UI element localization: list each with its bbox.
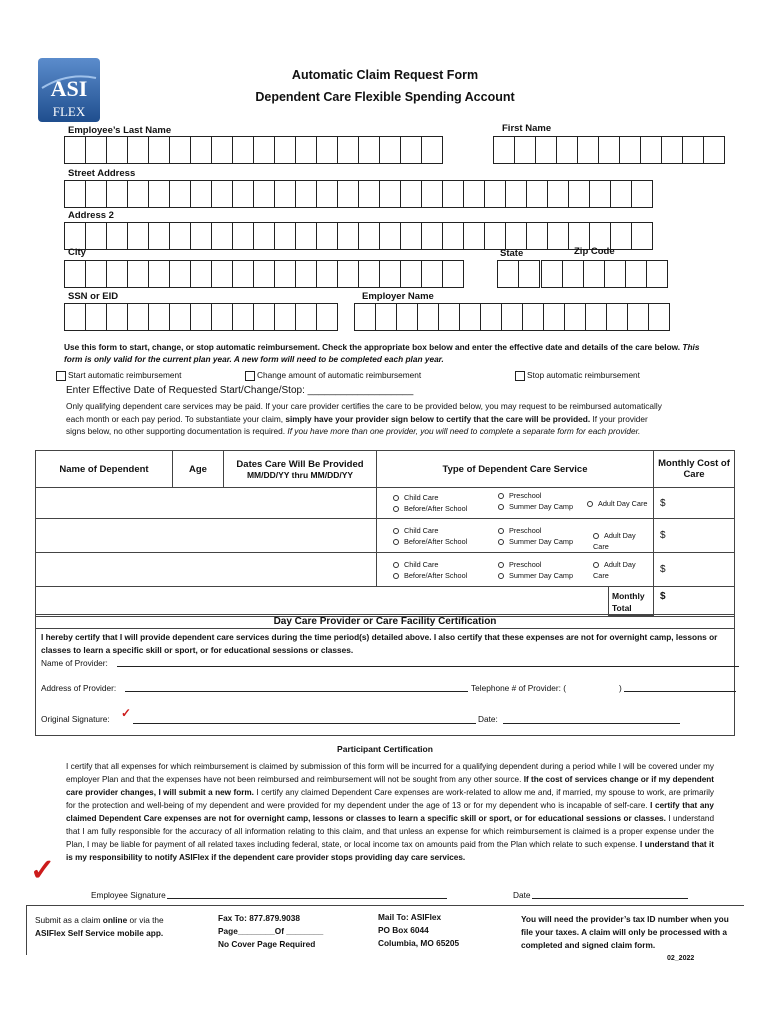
provider-divider [35, 628, 735, 629]
first-name-boxes[interactable] [493, 136, 724, 164]
char-box[interactable] [232, 260, 254, 288]
street-boxes[interactable] [64, 180, 652, 208]
char-box[interactable] [253, 303, 275, 331]
service-cell [377, 553, 654, 587]
footer-left-rule [26, 905, 27, 955]
dependent-cell[interactable] [36, 519, 377, 553]
char-box[interactable] [514, 136, 536, 164]
dependent-cell[interactable] [36, 488, 377, 519]
char-box[interactable] [421, 260, 443, 288]
char-box[interactable] [106, 260, 128, 288]
char-box[interactable] [606, 303, 628, 331]
char-box[interactable] [610, 180, 632, 208]
table-row [36, 519, 735, 553]
radio-icon [498, 504, 504, 510]
char-box[interactable] [295, 222, 317, 250]
char-box[interactable] [64, 180, 86, 208]
provider-phone-close: ) [619, 683, 622, 693]
char-box[interactable] [484, 180, 506, 208]
checkmark-icon: ✓ [121, 706, 132, 720]
char-box[interactable] [253, 222, 275, 250]
char-box[interactable] [232, 303, 254, 331]
provider-phone-label: Telephone # of Provider: ( [471, 683, 567, 693]
char-box[interactable] [589, 180, 611, 208]
radio-icon [393, 495, 399, 501]
char-box[interactable] [295, 180, 317, 208]
provider-date-line[interactable] [503, 723, 680, 724]
char-box[interactable] [583, 260, 605, 288]
char-box[interactable] [64, 260, 86, 288]
char-box[interactable] [232, 136, 254, 164]
option-col1: Child Care Before/After School [393, 525, 467, 547]
char-box[interactable] [400, 222, 422, 250]
stop-option-label: Stop automatic reimbursement [527, 370, 640, 380]
option-col2: Preschool Summer Day Camp [498, 490, 573, 512]
start-option-label: Start automatic reimbursement [68, 370, 182, 380]
th-dates-line2: MM/DD/YY thru MM/DD/YY [246, 469, 354, 480]
employee-date-line[interactable] [532, 898, 688, 899]
char-box[interactable] [316, 222, 338, 250]
char-box[interactable] [211, 136, 233, 164]
char-box[interactable] [211, 260, 233, 288]
char-box[interactable] [400, 180, 422, 208]
char-box[interactable] [640, 136, 662, 164]
char-box[interactable] [337, 136, 359, 164]
char-box[interactable] [295, 303, 317, 331]
provider-name-line[interactable] [117, 666, 739, 667]
char-box[interactable] [316, 136, 338, 164]
change-checkbox[interactable] [245, 371, 255, 381]
char-box[interactable] [127, 260, 149, 288]
char-box[interactable] [379, 260, 401, 288]
char-box[interactable] [522, 303, 544, 331]
char-box[interactable] [598, 136, 620, 164]
char-box[interactable] [631, 180, 653, 208]
char-box[interactable] [232, 180, 254, 208]
provider-signature-label: Original Signature: [41, 714, 110, 724]
char-box[interactable] [106, 303, 128, 331]
qualifying-p2: If your provider signs below, no other supporting documentation is required. [66, 413, 648, 436]
option-col3: Adult Day Care [587, 498, 647, 509]
radio-icon [593, 562, 599, 568]
char-box[interactable] [463, 222, 485, 250]
option-col3: Adult Day Care [593, 560, 636, 580]
char-box[interactable] [190, 222, 212, 250]
char-box[interactable] [274, 180, 296, 208]
qualifying-p1-bold: simply have your provider sign below to certify that the care will be provided. [285, 413, 591, 424]
address2-boxes[interactable] [64, 222, 652, 250]
char-box[interactable] [493, 136, 515, 164]
mail-city: Columbia, MO 65205 [378, 938, 460, 948]
char-box[interactable] [169, 260, 191, 288]
zip-boxes[interactable] [541, 260, 667, 288]
char-box[interactable] [253, 180, 275, 208]
char-box[interactable] [169, 136, 191, 164]
char-box[interactable] [442, 222, 464, 250]
char-box[interactable] [375, 303, 397, 331]
char-box[interactable] [295, 260, 317, 288]
char-box[interactable] [190, 303, 212, 331]
radio-icon [393, 562, 399, 568]
option-col2: Preschool Summer Day Camp [498, 525, 573, 547]
option-col1: Child Care Before/After School [393, 559, 467, 581]
char-box[interactable] [148, 180, 170, 208]
char-box[interactable] [295, 136, 317, 164]
char-box[interactable] [148, 222, 170, 250]
char-box[interactable] [568, 180, 590, 208]
char-box[interactable] [85, 136, 107, 164]
char-box[interactable] [648, 303, 670, 331]
char-box[interactable] [480, 303, 502, 331]
char-box[interactable] [148, 136, 170, 164]
char-box[interactable] [85, 303, 107, 331]
address2-label: Address 2 [68, 210, 114, 221]
char-box[interactable] [421, 180, 443, 208]
char-box[interactable] [148, 260, 170, 288]
radio-icon [587, 501, 593, 507]
effective-date-line[interactable]: Enter Effective Date of Requested Start/Change/Stop: ___________________ [66, 385, 414, 396]
char-box[interactable] [543, 303, 565, 331]
total-cost-cell[interactable]: $ [654, 587, 735, 617]
char-box[interactable] [169, 222, 191, 250]
char-box[interactable] [547, 180, 569, 208]
char-box[interactable] [484, 222, 506, 250]
instructions-italic: This form is only valid for the current plan year. A new form will need to be completed each plan year. [64, 342, 700, 364]
char-box[interactable] [526, 222, 548, 250]
char-box[interactable] [577, 136, 599, 164]
total-label-cell [36, 587, 654, 617]
total-row [36, 587, 735, 617]
char-box[interactable] [211, 222, 233, 250]
participant-text: I certify that all expenses for which reimbursement is claimed by submission of this form will be incurred for a qualifying dependent during a period while I will be covered under my employer Plan and that the expenses have not been reimbursed and reimbursement will not be sought from any other source. If the cost of services change or if my dependent care provider changes, I will submit a new form. I certify any claimed Dependent Care expenses are work-related to allow me and, if married, my spouse to work, are primarily for the protection and well-being of my dependent and were provided for my dependent under the age of 13 or for my dependent who is incapable of self-care. I certify that any claimed Dependent Care expenses are not for overnight camp, lessons or classes to learn a specific skill or sport, or for educational sessions or classes. I understand that I am fully responsible for the accuracy of all information relating to this claim, and that unless an expense for which reimbursement is claimed is a proper expense under the Plan, I may be liable for payment of all related taxes including federal, state, or local income tax on amounts paid from the Plan which relate to such expense. I understand that it is my responsibility to notify ASIFlex if the dependent care provider stops providing day care services. [66, 762, 714, 862]
employee-signature-line[interactable] [167, 898, 447, 899]
char-box[interactable] [442, 180, 464, 208]
start-checkbox[interactable] [56, 371, 66, 381]
start-option[interactable] [56, 370, 181, 381]
state-boxes[interactable] [497, 260, 539, 288]
char-box[interactable] [438, 303, 460, 331]
option-col1: Child Care Before/After School [393, 492, 467, 514]
form-code: 02_2022 [667, 955, 695, 962]
char-box[interactable] [85, 260, 107, 288]
char-box[interactable] [646, 260, 668, 288]
stop-option[interactable] [515, 370, 640, 381]
service-cell [377, 488, 654, 519]
qualifying-p2-italic: If you have more than one provider, you will need to complete a separate form for each provider. [287, 426, 641, 436]
th-type: Type of Dependent Care Service [377, 451, 654, 488]
city-boxes[interactable] [64, 260, 463, 288]
char-box[interactable] [354, 303, 376, 331]
radio-icon [393, 539, 399, 545]
qualifying-p1: Only qualifying dependent care services may be paid. If your care provider certifies the care to be provided below, you may request to be reimbursed automatically each month or each pay period. To substantiate your claim, [66, 401, 662, 424]
checkmark-icon: ✓ [30, 854, 56, 887]
th-age: Age [173, 451, 224, 488]
char-box[interactable] [585, 303, 607, 331]
radio-icon [498, 493, 504, 499]
form-title: Automatic Claim Request Form [291, 68, 479, 82]
cost-cell[interactable]: $ [654, 553, 735, 587]
service-cell [377, 519, 654, 553]
char-box[interactable] [106, 222, 128, 250]
mail-block [378, 911, 459, 950]
street-label: Street Address [68, 168, 136, 179]
radio-icon [393, 506, 399, 512]
employee-signature-label: Employee Signature [91, 890, 166, 900]
char-box[interactable] [190, 180, 212, 208]
char-box[interactable] [358, 136, 380, 164]
char-box[interactable] [627, 303, 649, 331]
cost-cell[interactable]: $ [654, 519, 735, 553]
char-box[interactable] [316, 180, 338, 208]
submit-note: Submit as a claim online or via the ASIFlex Self Service mobile app. [35, 915, 164, 938]
char-box[interactable] [274, 260, 296, 288]
char-box[interactable] [232, 222, 254, 250]
char-box[interactable] [211, 180, 233, 208]
char-box[interactable] [459, 303, 481, 331]
char-box[interactable] [148, 303, 170, 331]
logo-text-asi: ASI [50, 76, 88, 101]
char-box[interactable] [421, 222, 443, 250]
char-box[interactable] [400, 260, 422, 288]
char-box[interactable] [379, 222, 401, 250]
char-box[interactable] [127, 303, 149, 331]
char-box[interactable] [64, 303, 86, 331]
char-box[interactable] [274, 136, 296, 164]
char-box[interactable] [106, 136, 128, 164]
char-box[interactable] [400, 136, 422, 164]
char-box[interactable] [421, 136, 443, 164]
char-box[interactable] [358, 222, 380, 250]
char-box[interactable] [64, 222, 86, 250]
option-col3: Adult Day Care [593, 531, 636, 551]
qualifying-text [66, 400, 666, 438]
provider-certify: I hereby certify that I will provide dependent care services during the time period(s) detailed above. I also certify that these expenses are not for overnight camp, lessons or classes to learn a specific skill or sport, or for educational sessions or classes. [41, 632, 718, 655]
char-box[interactable] [518, 260, 540, 288]
th-dates-line1: Dates Care Will Be Provided [236, 458, 364, 470]
char-box[interactable] [316, 260, 338, 288]
char-box[interactable] [337, 180, 359, 208]
char-box[interactable] [619, 136, 641, 164]
cost-cell[interactable]: $ [654, 488, 735, 519]
char-box[interactable] [337, 222, 359, 250]
footer-divider [26, 905, 744, 906]
char-box[interactable] [274, 303, 296, 331]
char-box[interactable] [190, 260, 212, 288]
radio-icon [498, 528, 504, 534]
char-box[interactable] [127, 136, 149, 164]
logo-text-flex: FLEX [52, 104, 86, 119]
char-box[interactable] [625, 260, 647, 288]
last-name-label: Employee’s Last Name [68, 125, 172, 136]
provider-heading: Day Care Provider or Care Facility Certification [273, 616, 497, 627]
dependent-table [35, 450, 735, 617]
char-box[interactable] [564, 303, 586, 331]
last-name-boxes[interactable] [64, 136, 442, 164]
char-box[interactable] [417, 303, 439, 331]
char-box[interactable] [547, 222, 569, 250]
char-box[interactable] [556, 136, 578, 164]
char-box[interactable] [316, 303, 338, 331]
char-box[interactable] [703, 136, 725, 164]
provider-date-label: Date: [478, 714, 498, 724]
char-box[interactable] [274, 222, 296, 250]
radio-icon [393, 573, 399, 579]
char-box[interactable] [253, 260, 275, 288]
provider-signature-line[interactable] [133, 723, 476, 724]
participant-heading: Participant Certification [337, 744, 433, 754]
state-label: State [500, 248, 524, 259]
char-box[interactable] [535, 136, 557, 164]
radio-icon [393, 528, 399, 534]
th-cost: Monthly Cost of Care [654, 451, 735, 488]
employee-date-label: Date [513, 890, 531, 900]
char-box[interactable] [379, 180, 401, 208]
option-col2: Preschool Summer Day Camp [498, 559, 573, 581]
char-box[interactable] [85, 180, 107, 208]
char-box[interactable] [106, 180, 128, 208]
po-box: PO Box 6044 [378, 925, 429, 935]
provider-phone-line[interactable] [624, 691, 736, 692]
char-box[interactable] [497, 260, 519, 288]
char-box[interactable] [358, 260, 380, 288]
char-box[interactable] [169, 180, 191, 208]
employer-label: Employer Name [362, 291, 434, 302]
fax-block [218, 912, 323, 951]
char-box[interactable] [358, 180, 380, 208]
zip-label: Zip Code [574, 246, 615, 257]
char-box[interactable] [337, 260, 359, 288]
char-box[interactable] [396, 303, 418, 331]
page-of: Page________Of ________ [218, 926, 324, 936]
city-label: City [68, 247, 86, 258]
change-option-label: Change amount of automatic reimbursement [257, 370, 422, 380]
char-box[interactable] [253, 136, 275, 164]
tax-id-note: You will need the provider’s tax ID number when you file your taxes. A claim will only be processed with a completed and signed claim form. [521, 914, 729, 950]
char-box[interactable] [463, 180, 485, 208]
char-box[interactable] [127, 222, 149, 250]
char-box[interactable] [211, 303, 233, 331]
mail-to: Mail To: ASIFlex [378, 912, 442, 922]
table-row [36, 553, 735, 587]
first-name-label: First Name [502, 123, 552, 134]
char-box[interactable] [505, 180, 527, 208]
char-box[interactable] [127, 180, 149, 208]
monthly-total-label: Monthly Total [608, 586, 654, 616]
char-box[interactable] [631, 222, 653, 250]
th-dates [224, 451, 377, 488]
th-name: Name of Dependent [36, 451, 173, 488]
char-box[interactable] [379, 136, 401, 164]
employer-boxes[interactable] [354, 303, 669, 331]
char-box[interactable] [505, 222, 527, 250]
char-box[interactable] [562, 260, 584, 288]
change-option[interactable] [245, 370, 421, 381]
provider-address-label: Address of Provider: [41, 683, 117, 693]
char-box[interactable] [442, 260, 464, 288]
ssn-label: SSN or EID [68, 291, 119, 302]
char-box[interactable] [190, 136, 212, 164]
radio-icon [498, 562, 504, 568]
stop-checkbox[interactable] [515, 371, 525, 381]
dependent-cell[interactable] [36, 553, 377, 587]
char-box[interactable] [526, 180, 548, 208]
char-box[interactable] [682, 136, 704, 164]
radio-icon [498, 539, 504, 545]
char-box[interactable] [661, 136, 683, 164]
char-box[interactable] [169, 303, 191, 331]
char-box[interactable] [604, 260, 626, 288]
fax-number: Fax To: 877.879.9038 [218, 913, 300, 923]
char-box[interactable] [541, 260, 563, 288]
char-box[interactable] [85, 222, 107, 250]
ssn-boxes[interactable] [64, 303, 337, 331]
form-subtitle: Dependent Care Flexible Spending Account [255, 90, 515, 104]
table-row [36, 488, 735, 519]
radio-icon [498, 573, 504, 579]
instructions-bold: Use this form to start, change, or stop automatic reimbursement. Check the appropriate box below and enter the effective date and details of the care below. [64, 342, 681, 352]
no-cover: No Cover Page Required [218, 939, 316, 949]
radio-icon [593, 533, 599, 539]
char-box[interactable] [501, 303, 523, 331]
char-box[interactable] [64, 136, 86, 164]
provider-address-line[interactable] [125, 691, 468, 692]
instructions [64, 341, 704, 365]
provider-name-label: Name of Provider: [41, 658, 108, 668]
